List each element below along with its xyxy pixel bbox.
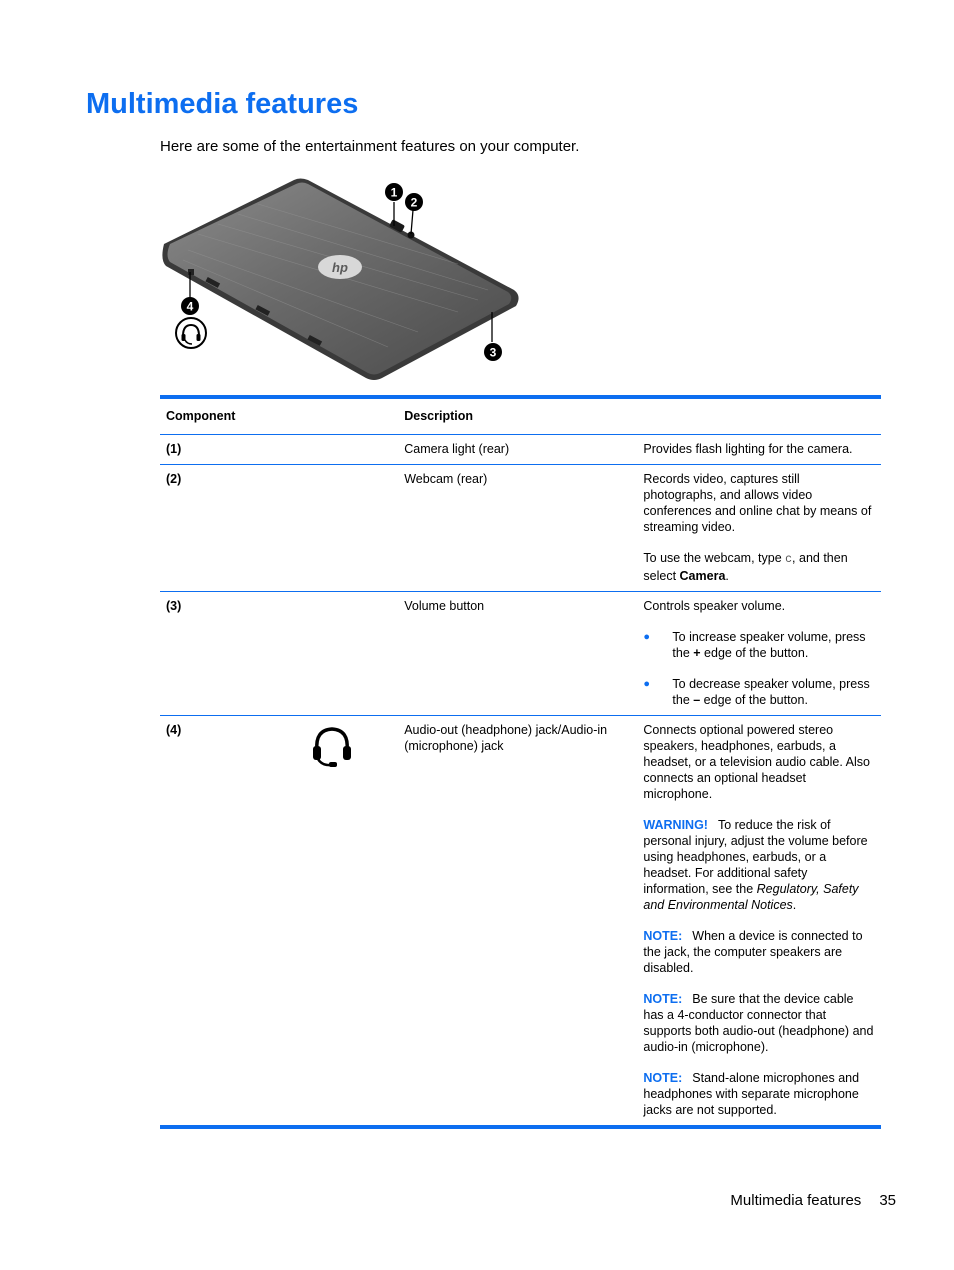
page-number: 35 [879, 1192, 896, 1209]
component-number: (2) [166, 472, 182, 486]
component-description: Provides flash lighting for the camera. [643, 442, 853, 456]
note-label: NOTE: [643, 992, 683, 1006]
callout-1 [385, 183, 403, 201]
bullet-item: ● To increase speaker volume, press the + edge of the button. [643, 630, 866, 660]
footer-section: Multimedia features [730, 1192, 862, 1209]
component-name: Volume button [404, 599, 485, 613]
headset-icon [310, 724, 354, 770]
note: NOTE: When a device is connected to the jack, the computer speakers are disabled. [643, 929, 863, 975]
svg-text:3: 3 [489, 345, 497, 360]
component-number: (1) [166, 442, 182, 456]
callout-4 [181, 297, 199, 315]
table-row [160, 435, 881, 465]
warning: WARNING! To reduce the risk of personal injury, adjust the volume before using headphones, earbuds, or a headset. For additional safety information, see the Regulatory, Safety and Environmental Notices. [643, 818, 868, 912]
page-title: Multimedia features [86, 88, 359, 120]
warning-label: WARNING! [643, 818, 708, 832]
table-row [160, 716, 881, 1128]
key-c: c [785, 553, 793, 566]
component-table [160, 395, 881, 1129]
bullet-item: ● To decrease speaker volume, press the – edge of the button. [643, 677, 870, 707]
table-row [160, 592, 881, 716]
intro-text: Here are some of the entertainment features on your computer. [160, 138, 580, 155]
note: NOTE: Be sure that the device cable has a 4-conductor connector that supports both audio-out (headphone) and audio-in (microphone). [643, 992, 874, 1054]
component-name: Camera light (rear) [404, 442, 510, 456]
callout-3 [484, 343, 502, 361]
svg-text:2: 2 [410, 195, 418, 210]
component-name: Webcam (rear) [404, 472, 488, 486]
component-description: Controls speaker volume. ● To increase speaker volume, press the + edge of the button. ● To decrease speaker volume, press the – edge of the button. [637, 592, 881, 716]
note: NOTE: Stand-alone microphones and headphones with separate microphone jacks are not supported. [643, 1071, 860, 1117]
table-row [160, 465, 881, 592]
hp-logo: hp [332, 260, 348, 275]
component-description: Records video, captures still photographs, and allows video conferences and online chat by means of streaming video. To use the webcam, type c, and then select Camera. [643, 472, 872, 583]
component-description: Connects optional powered stereo speakers, headphones, earbuds, a headset, or a television audio cable. Also connects an optional headset microphone. WARNING! To reduce the risk of personal injury, adjust the volume before using headphones, earbuds, or a headset. For additional safety information, see the Regulatory, Safety and Environmental Notices. NOTE: When a device is connected to the jack, the computer speakers are disabled. NOTE: Be sure that the device cable has a 4-conductor connector that supports both audio-out (headphone) and audio-in (microphone). NOTE: Stand-alone microphones and headphones with separate microphone jacks are not supported. [643, 723, 874, 1117]
tablet-rear-image [158, 172, 528, 388]
note-label: NOTE: [643, 1071, 683, 1085]
headphone-icon [176, 318, 206, 348]
component-number: (3) [166, 599, 182, 613]
header-description: Description [404, 409, 473, 423]
callout-2 [405, 193, 423, 211]
component-name: Audio-out (headphone) jack/Audio-in (microphone) jack [404, 723, 608, 753]
svg-text:4: 4 [186, 299, 194, 314]
page-footer [730, 1192, 896, 1209]
header-component: Component [166, 409, 236, 423]
component-number: (4) [166, 723, 182, 737]
svg-text:1: 1 [390, 185, 398, 200]
note-label: NOTE: [643, 929, 683, 943]
table-header-row [160, 397, 881, 435]
